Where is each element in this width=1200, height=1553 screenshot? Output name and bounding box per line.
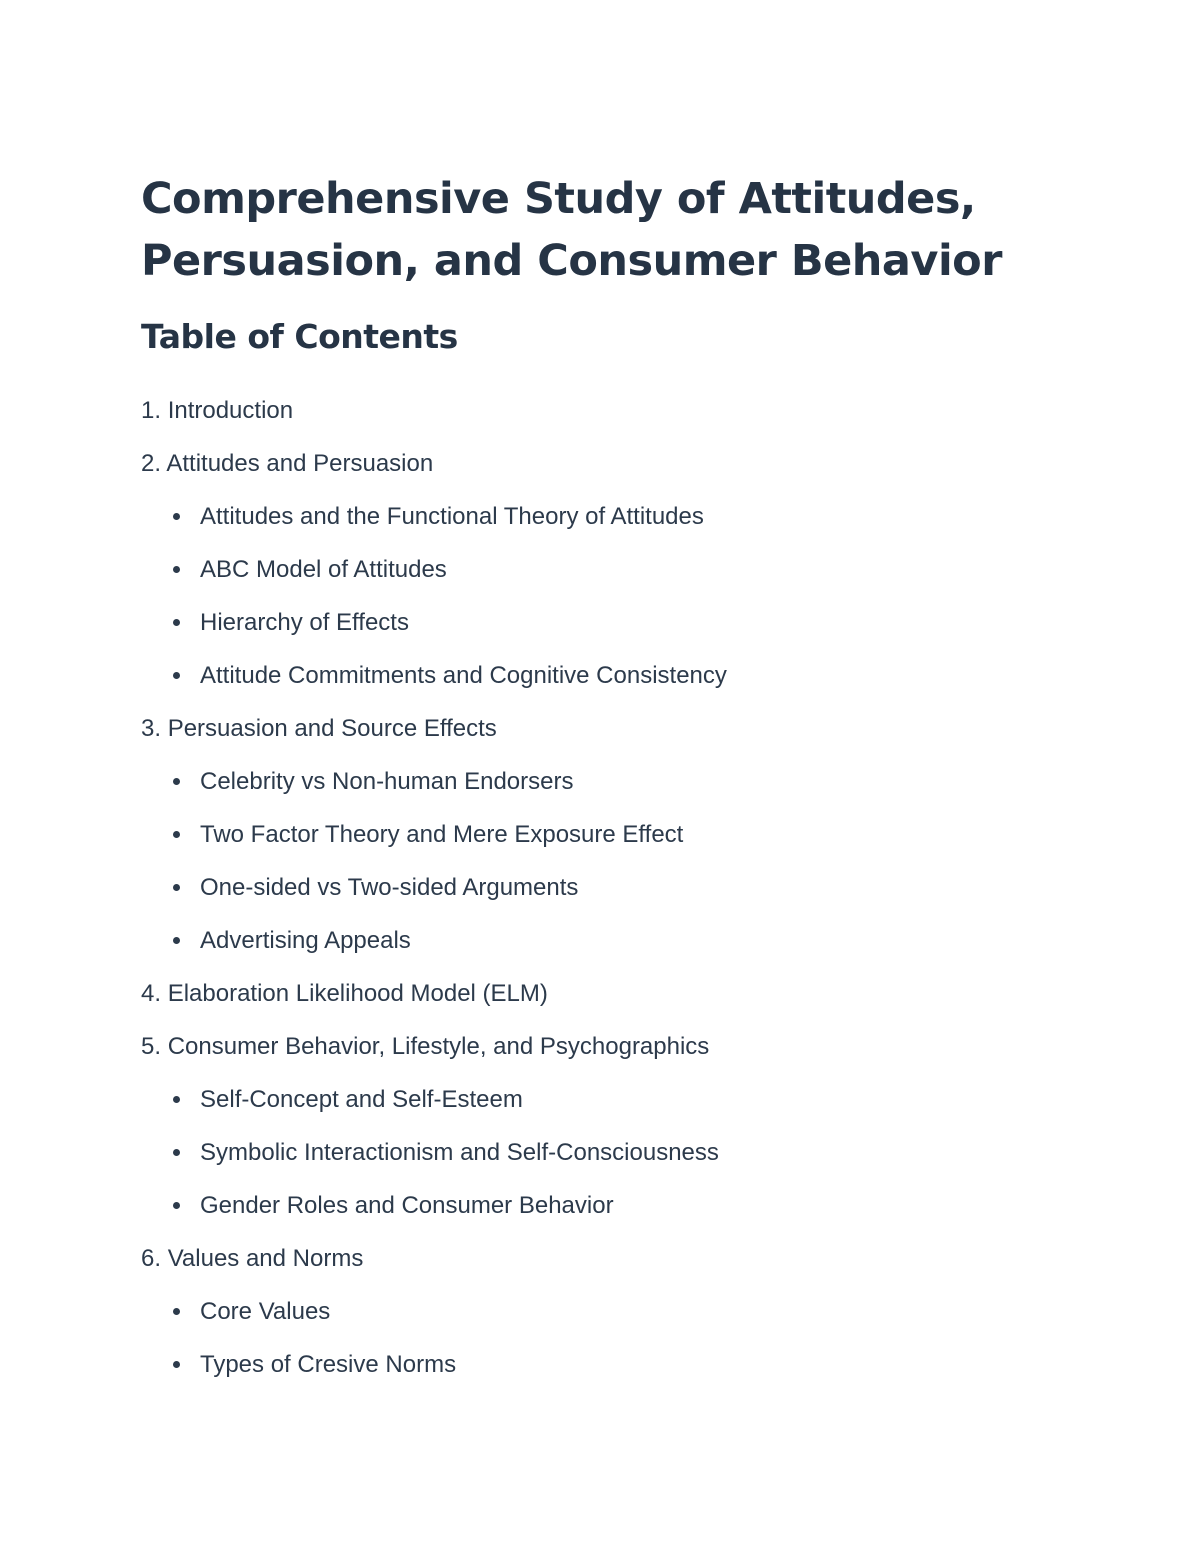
toc-subitem-label: Types of Cresive Norms [200, 1351, 457, 1378]
toc-item-number: 6. [141, 1245, 162, 1272]
toc-subitem [141, 1179, 1061, 1232]
toc-subitem [141, 543, 1061, 596]
toc-item-number: 4. [141, 980, 162, 1007]
toc-subitem-label: Gender Roles and Consumer Behavior [200, 1192, 614, 1219]
toc-subitem-label: Attitude Commitments and Cognitive Consistency [200, 662, 727, 689]
toc-subitem-label: Self-Concept and Self-Esteem [200, 1086, 523, 1113]
bullet-icon [173, 937, 180, 944]
bullet-icon [173, 513, 180, 520]
toc-item-label: Persuasion and Source Effects [167, 715, 497, 742]
toc-item [141, 702, 1061, 967]
toc-subitem-label: One-sided vs Two-sided Arguments [200, 874, 579, 901]
document-title: Comprehensive Study of Attitudes, Persuasion, and Consumer Behavior [141, 174, 1002, 286]
toc-subitem [141, 1073, 1061, 1126]
toc-item [141, 437, 1061, 702]
toc-item [141, 384, 1061, 437]
toc-subitem [141, 1285, 1061, 1338]
toc-sublist [141, 1073, 1061, 1232]
toc-item-label: Values and Norms [167, 1245, 364, 1272]
bullet-icon [173, 1149, 180, 1156]
toc-subitem-label: Two Factor Theory and Mere Exposure Effect [200, 821, 684, 848]
toc-subitem [141, 649, 1061, 702]
toc-item-number: 3. [141, 715, 162, 742]
toc-item [141, 1020, 1061, 1232]
toc-item-label: Elaboration Likelihood Model (ELM) [167, 980, 548, 1007]
toc-item [141, 1232, 1061, 1391]
toc-subitem [141, 490, 1061, 543]
toc-subitem-label: Hierarchy of Effects [200, 609, 409, 636]
toc-item-label: Introduction [167, 397, 294, 424]
toc-heading: Table of Contents [141, 317, 458, 356]
toc-subitem [141, 1126, 1061, 1179]
table-of-contents [141, 384, 1061, 1391]
bullet-icon [173, 778, 180, 785]
toc-item-label: Consumer Behavior, Lifestyle, and Psychographics [167, 1033, 710, 1060]
bullet-icon [173, 1308, 180, 1315]
toc-subitem [141, 861, 1061, 914]
toc-subitem-label: Advertising Appeals [200, 927, 411, 954]
toc-subitem [141, 596, 1061, 649]
toc-subitem-label: Core Values [200, 1298, 331, 1325]
toc-subitem-label: Attitudes and the Functional Theory of Attitudes [200, 503, 704, 530]
bullet-icon [173, 1096, 180, 1103]
toc-sublist [141, 1285, 1061, 1391]
toc-item-number: 2. [141, 450, 162, 477]
bullet-icon [173, 884, 180, 891]
bullet-icon [173, 672, 180, 679]
toc-item-label: Attitudes and Persuasion [166, 450, 434, 477]
toc-item-number: 5. [141, 1033, 162, 1060]
bullet-icon [173, 1202, 180, 1209]
toc-subitem-label: ABC Model of Attitudes [200, 556, 447, 583]
document-page [141, 168, 1061, 1391]
toc-subitem [141, 755, 1061, 808]
bullet-icon [173, 831, 180, 838]
bullet-icon [173, 566, 180, 573]
bullet-icon [173, 619, 180, 626]
toc-item-number: 1. [141, 397, 162, 424]
toc-subitem [141, 914, 1061, 967]
bullet-icon [173, 1361, 180, 1368]
toc-subitem [141, 1338, 1061, 1391]
toc-sublist [141, 490, 1061, 702]
toc-sublist [141, 755, 1061, 967]
toc-subitem-label: Symbolic Interactionism and Self-Consciousness [200, 1139, 719, 1166]
toc-item [141, 967, 1061, 1020]
toc-subitem-label: Celebrity vs Non-human Endorsers [200, 768, 574, 795]
toc-subitem [141, 808, 1061, 861]
